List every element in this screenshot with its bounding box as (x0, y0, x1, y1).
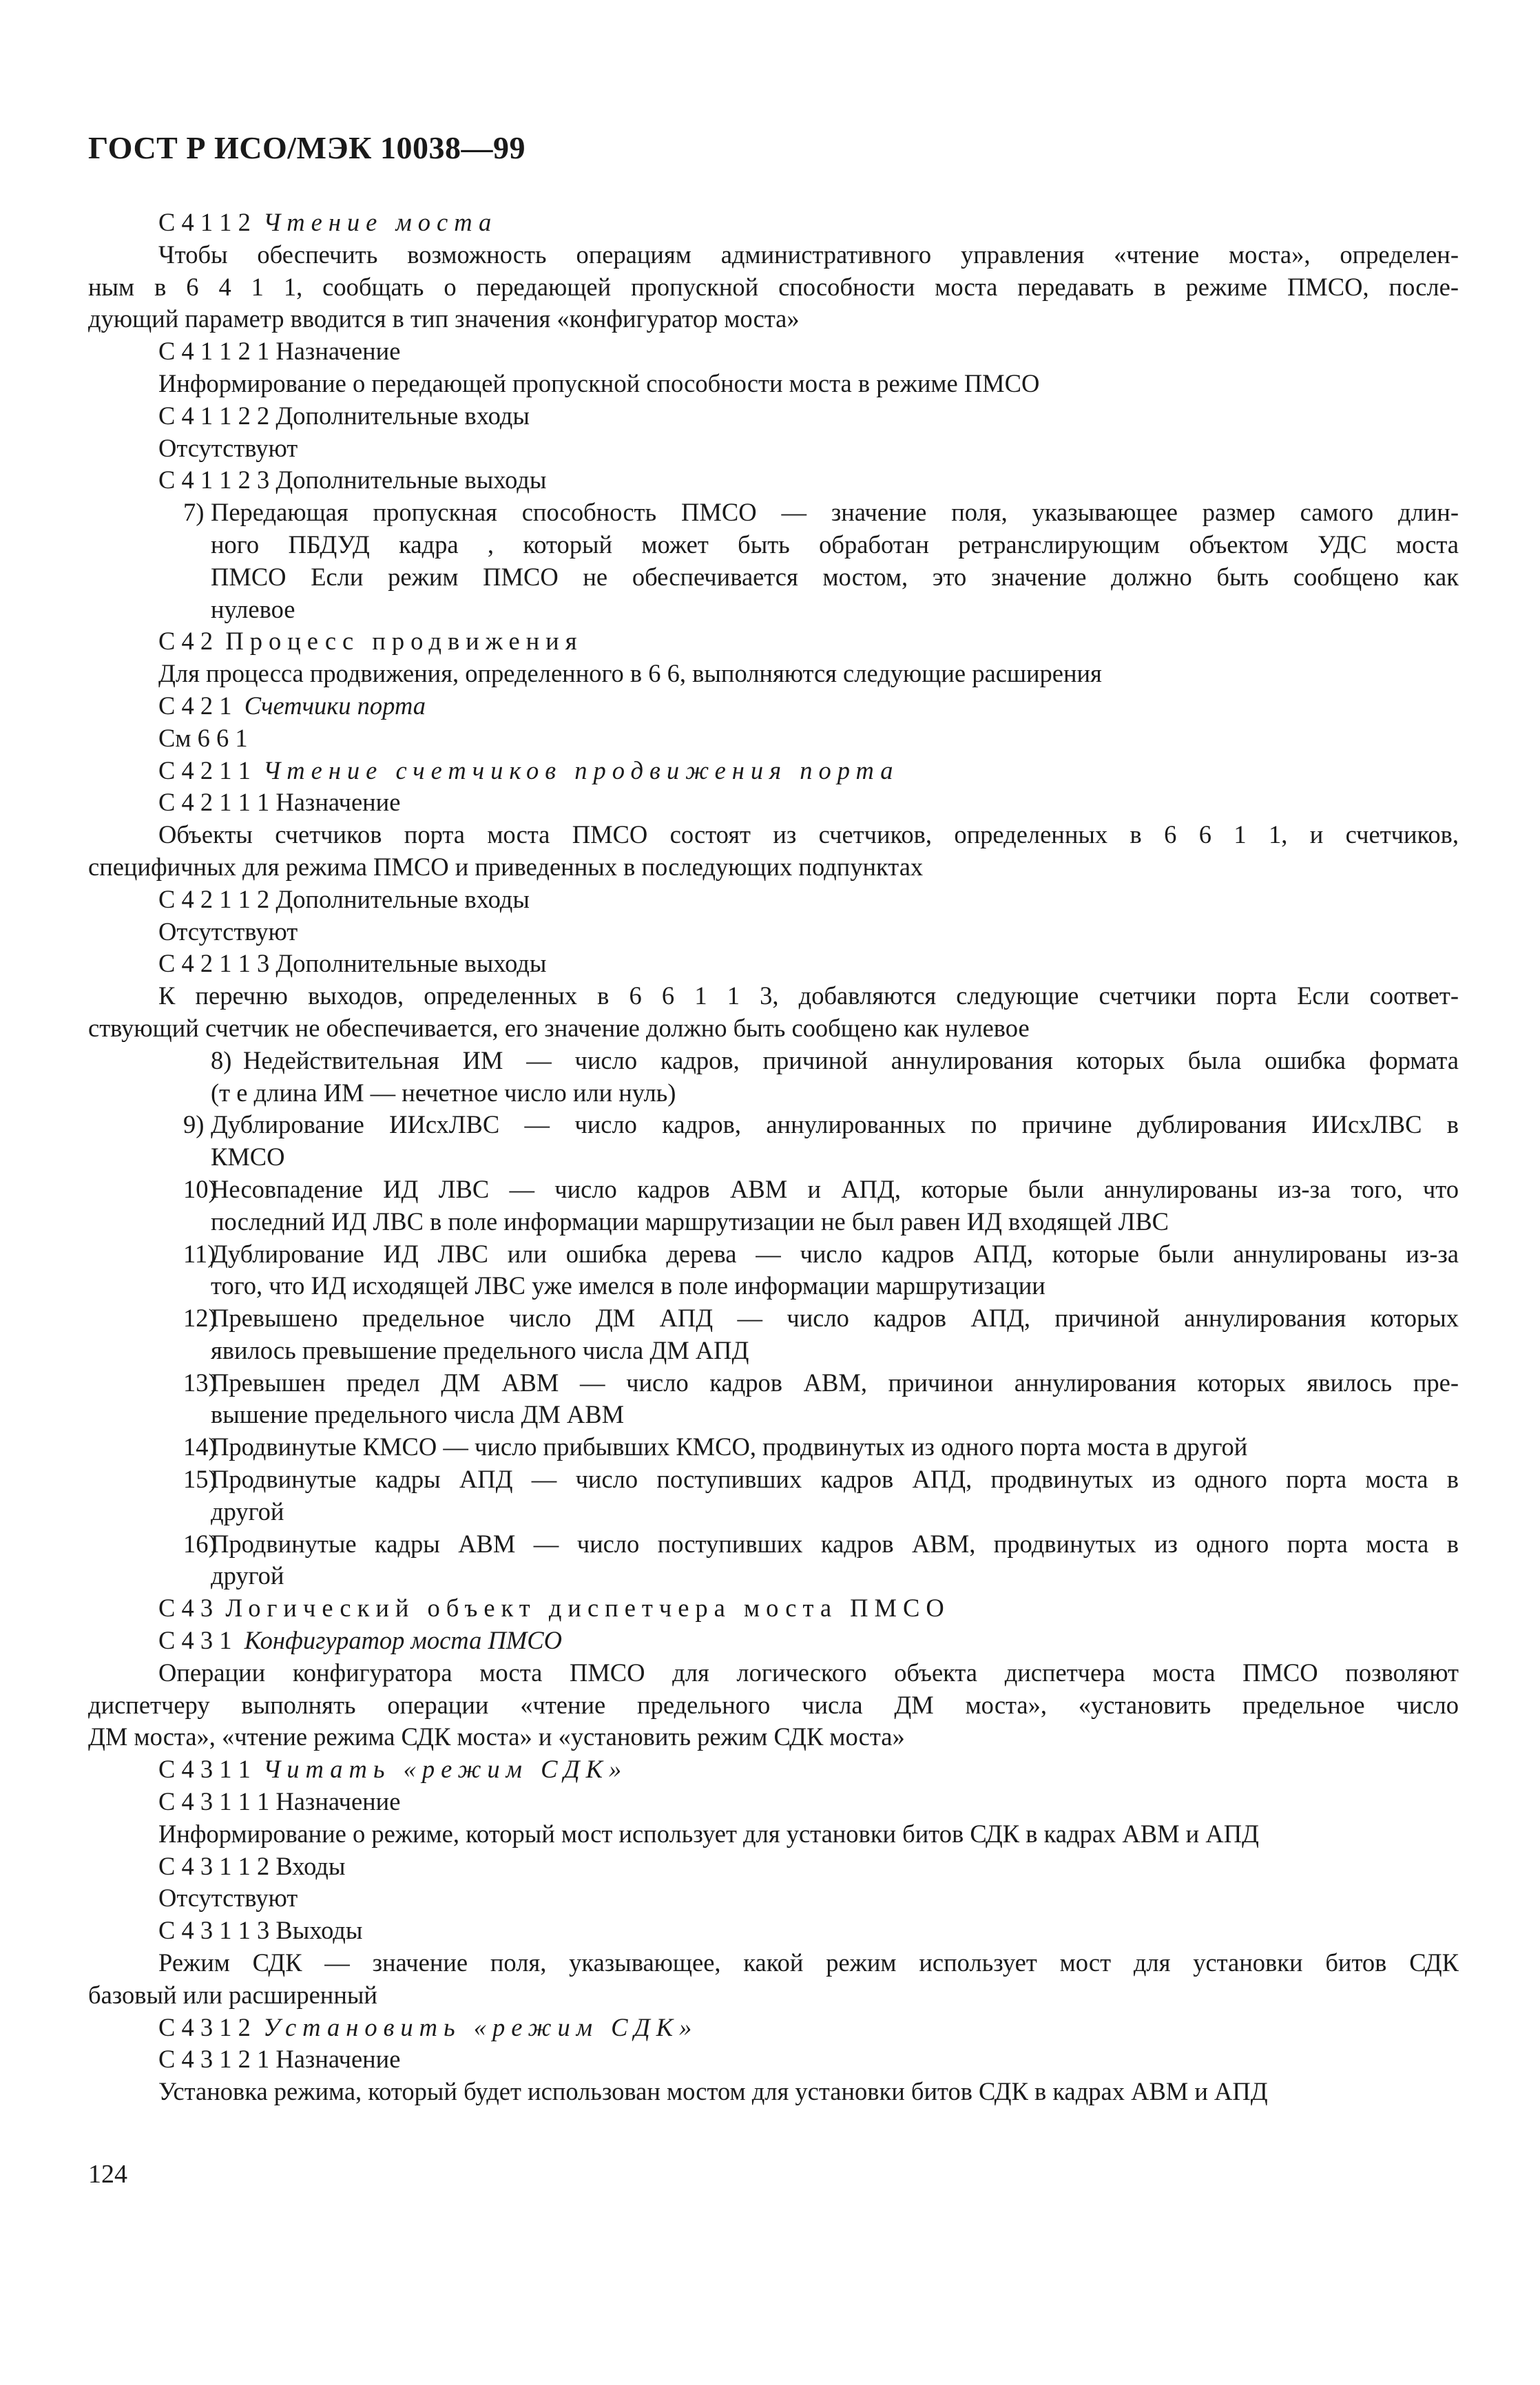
list-item-continuation (211, 594, 1459, 626)
item-number: 13) (183, 1368, 217, 1397)
line-text: Установка режима, который будет использован мостом для установки битов СДК в кадрах АВМ и АПД (158, 2077, 1268, 2106)
section-title: Читать «режим СДК» (263, 1755, 628, 1784)
list-item-continuation (211, 561, 1459, 594)
text-line (88, 335, 1459, 368)
section-number: С 4 2 (158, 627, 214, 656)
list-item-continuation (211, 1141, 1459, 1174)
section-title: Счетчики порта (244, 691, 426, 720)
item-text: другой (211, 1497, 284, 1525)
text-line (88, 787, 1459, 819)
item-text: нулевое (211, 594, 295, 623)
line-text: Информирование о передающей пропускной способности моста в режиме ПМСО (158, 368, 1040, 397)
text-line (88, 1851, 1459, 1883)
line-text: С 4 1 1 2 2 Дополнительные входы (158, 401, 530, 430)
section-title: Установить «режим СДК» (263, 2012, 698, 2041)
line-text: С 4 1 1 2 1 Назначение (158, 337, 401, 366)
text-line (88, 1882, 1459, 1915)
section-number: С 4 1 1 2 (158, 208, 251, 236)
item-text: другой (211, 1561, 284, 1590)
text-line (88, 271, 1459, 304)
line-text: С 4 2 1 1 2 Дополнительные входы (158, 884, 530, 913)
section-number: С 4 3 1 1 (158, 1755, 251, 1784)
item-number: 12) (183, 1304, 217, 1333)
item-text: Продвинутые кадры АВМ — число поступивших кадров АВМ, продвинутых из одного порта моста в (211, 1529, 1459, 1558)
page-number: 124 (88, 2160, 127, 2189)
section-heading (88, 2012, 1459, 2044)
text-line (158, 1947, 1459, 1979)
section-number: С 4 3 1 2 (158, 2012, 251, 2041)
section-title: Чтение счетчиков продвижения порта (263, 756, 899, 784)
line-text: Режим СДК — значение поля, указывающее, какой режим использует мост для установки битов СДК (158, 1948, 1459, 1977)
item-text: Дублирование ИД ЛВС или ошибка дерева — число кадров АПД, которые были аннулированы из-за (211, 1239, 1459, 1268)
line-text: См 6 6 1 (158, 723, 248, 752)
item-number: 16) (183, 1529, 217, 1558)
line-text: Отсутствуют (158, 1884, 298, 1913)
list-item-continuation (211, 1270, 1459, 1302)
line-text: диспетчеру выполнять операции «чтение предельного числа ДМ моста», «установить предельное число (88, 1690, 1459, 1719)
text-line (158, 1657, 1459, 1689)
text-line (88, 851, 1459, 884)
text-line (88, 433, 1459, 465)
section-heading (88, 1592, 1459, 1625)
text-line (158, 980, 1459, 1012)
item-text: ПМСО Если режим ПМСО не обеспечивается мостом, это значение должно быть сообщено как (211, 562, 1459, 591)
item-number: 9) (183, 1110, 205, 1139)
item-number: 10) (183, 1174, 217, 1203)
document-body (88, 207, 1459, 2108)
text-line (88, 368, 1459, 400)
text-line (88, 884, 1459, 916)
item-text: Передающая пропускная способность ПМСО — значение поля, указывающее размер самого длин- (211, 498, 1459, 527)
list-item (88, 1174, 1459, 1206)
item-number: 11) (183, 1239, 216, 1268)
line-text: Отсутствуют (158, 433, 298, 462)
item-text: Недействительная ИМ — число кадров, причиной аннулирования которых была ошибка формата (243, 1045, 1459, 1074)
list-item (88, 1431, 1459, 1464)
line-text: С 4 3 1 2 1 Назначение (158, 2045, 401, 2074)
list-item-continuation (211, 1335, 1459, 1367)
text-line (88, 658, 1459, 690)
line-text: С 4 3 1 1 2 Входы (158, 1851, 346, 1880)
line-text: ДМ моста», «чтение режима СДК моста» и «установить режим СДК моста» (88, 1722, 905, 1751)
list-item (88, 1238, 1459, 1271)
section-heading (88, 625, 1459, 658)
item-text: Несовпадение ИД ЛВС — число кадров АВМ и АПД, которые были аннулированы из-за того, что (211, 1174, 1459, 1203)
line-text: С 4 1 1 2 3 Дополнительные выходы (158, 466, 547, 494)
text-line (88, 1979, 1459, 2012)
section-number: С 4 2 1 1 (158, 756, 251, 784)
line-text: специфичных для режима ПМСО и приведенных в последующих подпунктах (88, 852, 924, 881)
text-line (88, 464, 1459, 497)
item-text: Превышено предельное число ДМ АПД — число кадров АПД, причиной аннулирования которых (211, 1304, 1459, 1333)
item-text: Превышен предел ДМ АВМ — число кадров АВМ, причинои аннулирования которых явилось пре- (211, 1368, 1459, 1397)
line-text: Отсутствуют (158, 917, 298, 946)
list-item (88, 1367, 1459, 1399)
text-line (88, 722, 1459, 755)
list-item-continuation (211, 529, 1459, 561)
item-text: Дублирование ИИсхЛВС — число кадров, аннулированных по причине дублирования ИИсхЛВС в (211, 1110, 1459, 1139)
section-title: Процесс продвижения (225, 627, 583, 656)
list-item-continuation (211, 1206, 1459, 1238)
line-text: С 4 3 1 1 1 Назначение (158, 1787, 401, 1816)
line-text: ным в 6 4 1 1, сообщать о передающей пропускной способности моста передавать в режиме ПМСО, после- (88, 272, 1459, 301)
text-line (158, 819, 1459, 851)
line-text: Чтобы обеспечить возможность операциям административного управления «чтение моста», определен- (158, 240, 1459, 269)
list-item (88, 1045, 1459, 1077)
item-text: последний ИД ЛВС в поле информации маршрутизации не был равен ИД входящей ЛВС (211, 1207, 1169, 1236)
item-number: 8) (211, 1045, 232, 1074)
line-text: Информирование о режиме, который мост использует для установки битов СДК в кадрах АВМ и АПД (158, 1819, 1259, 1848)
section-number: С 4 3 (158, 1594, 214, 1623)
section-heading (88, 1753, 1459, 1786)
line-text: К перечню выходов, определенных в 6 6 1 1 3, добавляются следующие счетчики порта Если соответ- (158, 981, 1459, 1010)
list-item-continuation (211, 1077, 1459, 1110)
list-item-continuation (211, 1560, 1459, 1592)
list-item (88, 497, 1459, 529)
line-text: С 4 2 1 1 3 Дополнительные выходы (158, 949, 547, 978)
item-text: ного ПБДУД кадра , который может быть обработан ретранслирующим объектом УДС моста (211, 530, 1459, 559)
list-item-continuation (211, 1496, 1459, 1528)
item-number: 15) (183, 1465, 217, 1494)
section-number: С 4 2 1 (158, 691, 232, 720)
line-text: С 4 3 1 1 3 Выходы (158, 1916, 363, 1945)
item-text: явилось превышение предельного числа ДМ АПД (211, 1335, 749, 1364)
document-header: ГОСТ Р ИСО/МЭК 10038—99 (88, 130, 526, 165)
text-line (88, 1721, 1459, 1753)
section-title: Логический объект диспетчера моста ПМСО (225, 1594, 950, 1623)
text-line (88, 303, 1459, 335)
item-text: КМСО (211, 1143, 285, 1171)
section-title: Конфигуратор моста ПМСО (244, 1626, 562, 1655)
item-text: того, что ИД исходящей ЛВС уже имелся в поле информации маршрутизации (211, 1271, 1045, 1300)
text-line (88, 400, 1459, 433)
item-text: (т е длина ИМ — нечетное число или нуль) (211, 1078, 676, 1107)
text-line (88, 1012, 1459, 1045)
text-line (88, 948, 1459, 980)
line-text: базовый или расширенный (88, 1980, 377, 2009)
line-text: С 4 2 1 1 1 Назначение (158, 788, 401, 817)
text-line (88, 1818, 1459, 1851)
item-number: 14) (183, 1433, 217, 1461)
text-line (88, 916, 1459, 948)
section-heading (88, 755, 1459, 787)
item-number: 7) (183, 498, 205, 527)
line-text: ствующий счетчик не обеспечивается, его значение должно быть сообщено как нулевое (88, 1013, 1030, 1042)
section-heading (88, 690, 1459, 722)
list-item (88, 1302, 1459, 1335)
text-line (88, 2043, 1459, 2076)
text-line (88, 1915, 1459, 1947)
line-text: Объекты счетчиков порта моста ПМСО состоят из счетчиков, определенных в 6 6 1 1, и счетчиков, (158, 820, 1459, 849)
line-text: дующий параметр вводится в тип значения «конфигуратор моста» (88, 304, 800, 333)
text-line (158, 239, 1459, 271)
item-text: вышение предельного числа ДМ АВМ (211, 1400, 625, 1429)
list-item (88, 1109, 1459, 1141)
section-heading (88, 207, 1459, 239)
section-heading (88, 1625, 1459, 1657)
line-text: Для процесса продвижения, определенного в 6 6, выполняются следующие расширения (158, 659, 1102, 688)
text-line (88, 2076, 1459, 2108)
list-item-continuation (211, 1399, 1459, 1431)
list-item (88, 1528, 1459, 1561)
section-title: Чтение моста (263, 208, 498, 236)
list-item (88, 1464, 1459, 1496)
text-line (88, 1786, 1459, 1818)
text-line (88, 1689, 1459, 1722)
item-text: Продвинутые кадры АПД — число поступивших кадров АПД, продвинутых из одного порта моста в (211, 1465, 1459, 1494)
line-text: Операции конфигуратора моста ПМСО для логического объекта диспетчера моста ПМСО позволяют (158, 1658, 1459, 1687)
item-text: Продвинутые КМСО — число прибывших КМСО, продвинутых из одного порта моста в другой (211, 1433, 1248, 1461)
section-number: С 4 3 1 (158, 1626, 232, 1655)
